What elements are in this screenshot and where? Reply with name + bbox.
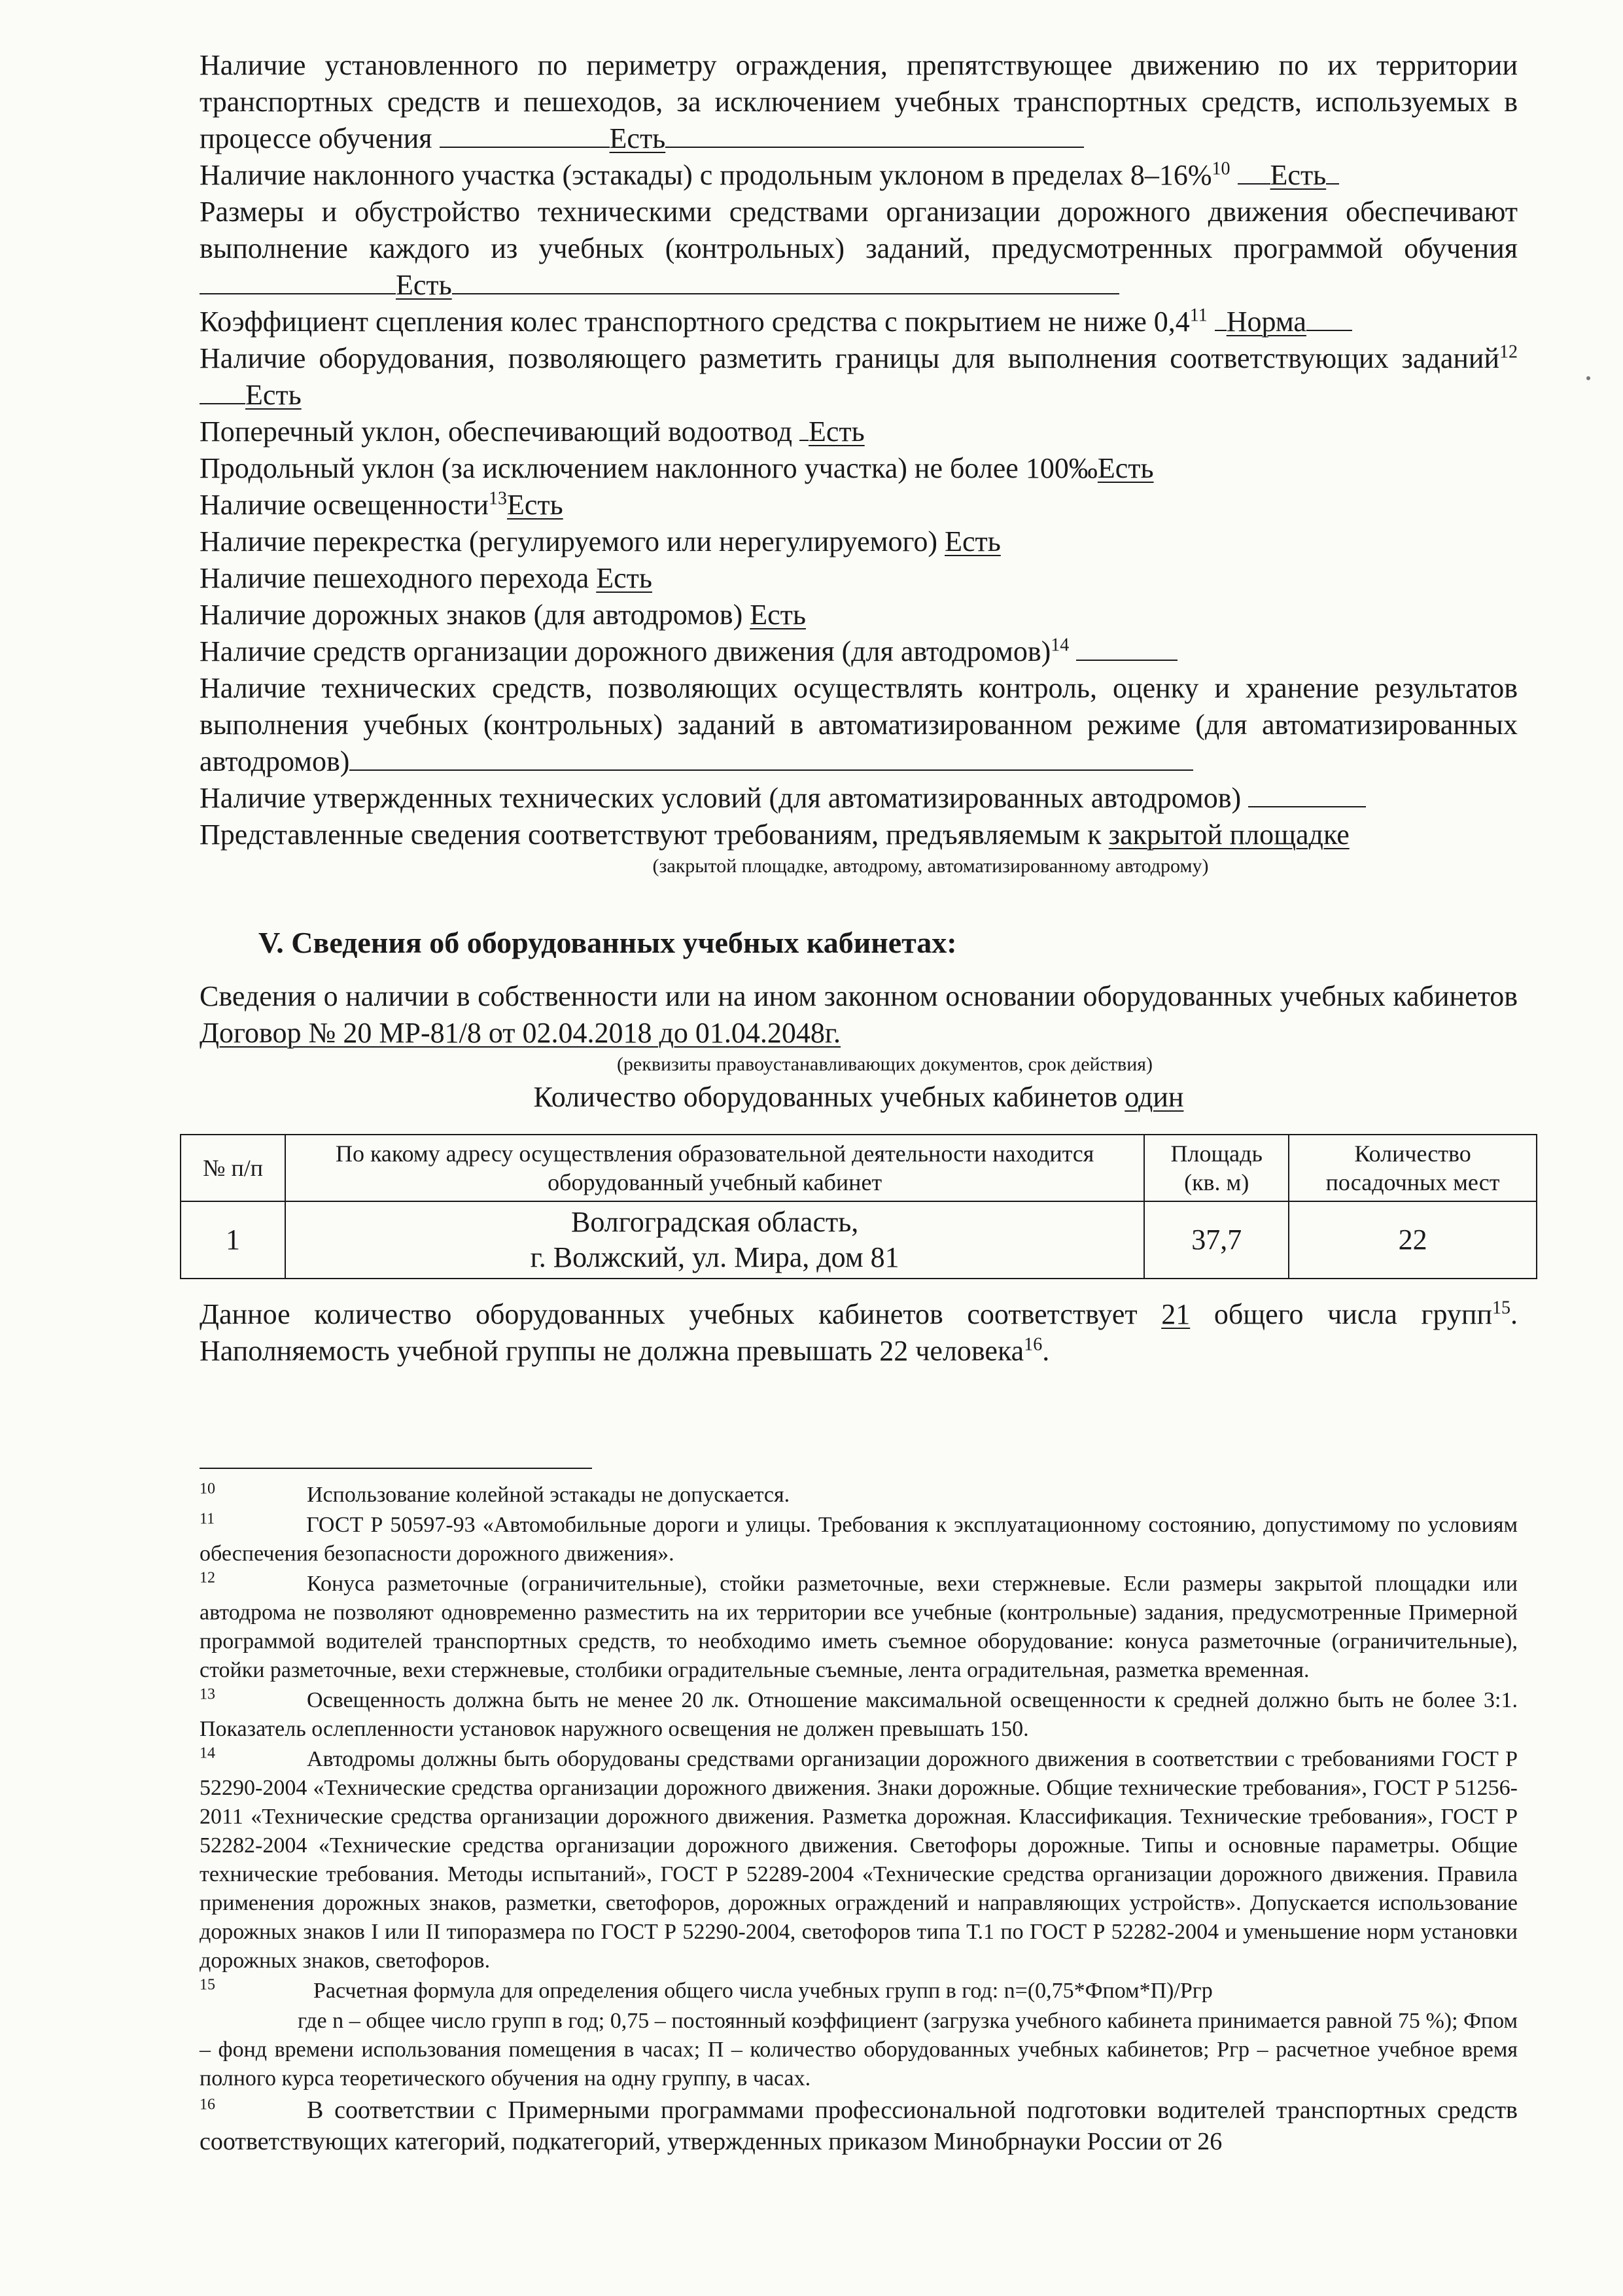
sizes-label: Размеры и обустройство техническими средствами организации дорожного движения обеспечивают выполнение каждого из учебных (контрольных) заданий, предусмотренных программой обучения (200, 196, 1518, 264)
footnote-ref: 15 (1492, 1298, 1511, 1318)
slope-label: Наличие наклонного участка (эстакады) с продольным уклоном в пределах 8–16% (200, 159, 1212, 191)
contract-hint: (реквизиты правоустанавливающих документов, срок действия) (616, 1053, 1153, 1075)
classrooms-intro (200, 978, 1518, 1051)
blank (452, 268, 1119, 294)
footnotes (200, 1481, 1518, 2157)
footnote-text: где n – общее число групп в год; 0,75 – постоянный коэффициент (загрузка учебного кабинета принимается равной 75 %); Фпом – фонд времени использования помещения в часах; П – количество оборудованных учебных кабинетов; Pгр – расчетное учебное время полного курса теоретического обучения на одну группу, в часах. (200, 2009, 1518, 2091)
intro-text: Сведения о наличии в собственности или на ином законном основании оборудованных учебных кабинетов (200, 980, 1518, 1012)
tech-means-line (200, 670, 1518, 780)
slope-value: Есть (1270, 159, 1327, 191)
footnote-number: 11 (200, 1510, 215, 1528)
contract-value: Договор № 20 МР-81/8 от 02.04.2018 до 01.04.2048г. (200, 1017, 841, 1049)
footnote-number: 15 (200, 1976, 215, 1994)
light-label: Наличие освещенности (200, 489, 489, 521)
blank (1215, 305, 1227, 331)
document-page (200, 47, 1518, 2159)
fill-text: . Наполняемость учебной группы не должна превышать 22 человека (200, 1298, 1518, 1367)
coef-label: Коэффициент сцепления колес транспортного средства с покрытием не ниже 0,4 (200, 306, 1190, 338)
blank (200, 378, 245, 404)
long-slope-label: Продольный уклон (за исключением наклонного участка) не более 100‰ (200, 452, 1098, 484)
header-num: № п/п (181, 1135, 285, 1201)
cell-area: 37,7 (1144, 1201, 1289, 1279)
blank (799, 415, 809, 441)
footnote-text: ГОСТ Р 50597-93 «Автомобильные дороги и улицы. Требования к эксплуатационному состоянию, допустимому по условиям обеспечения безопасности дорожного движения». (200, 1513, 1518, 1566)
groups-value: 21 (1161, 1298, 1191, 1330)
tech-means-label: Наличие технических средств, позволяющих осуществлять контроль, оценку и хранение результатов выполнения учебных (контрольных) заданий в автоматизированном режиме (для автоматизированных автодромов) (200, 672, 1518, 777)
traffic-means-label: Наличие средств организации дорожного движения (для автодромов) (200, 635, 1051, 667)
footnote-15 (200, 1977, 1518, 2005)
crosswalk-line (200, 560, 1518, 597)
classrooms-section (200, 978, 1518, 1369)
classrooms-table (180, 1134, 1537, 1279)
blank (1326, 158, 1339, 185)
footnote-16 (200, 2094, 1518, 2157)
signs-line (200, 597, 1518, 633)
footnote-ref: 10 (1212, 158, 1230, 179)
footnote-12 (200, 1570, 1518, 1685)
groups-line: Данное количество оборудованных учебных кабинетов соответствует 21 общего числа групп$^{15}$. Наполняемость учебной группы не должна превышать 22 человека$^{16}$. (200, 1298, 1518, 1367)
cell-address (285, 1201, 1144, 1279)
footnote-number: 12 (200, 1569, 215, 1587)
conform-value: закрытой площадке (1108, 819, 1350, 851)
blank (1248, 781, 1366, 807)
light-line (200, 487, 1518, 523)
fence-value: Есть (609, 122, 666, 154)
groups-after: общего числа групп (1213, 1298, 1493, 1330)
address-line-1: Волгоградская область, (571, 1206, 859, 1238)
cross-slope-label: Поперечный уклон, обеспечивающий водоотвод (200, 415, 792, 448)
cell-seats: 22 (1289, 1201, 1537, 1279)
tech-cond-label: Наличие утвержденных технических условий (для автоматизированных автодромов) (200, 782, 1242, 814)
footnote-text: Расчетная формула для определения общего числа учебных групп в год: n=(0,75*Фпом*П)/Ргр (313, 1979, 1213, 2003)
equip-label: Наличие оборудования, позволяющего разметить границы для выполнения соответствующих заданий (200, 342, 1499, 374)
conform-line (200, 817, 1518, 853)
footnote-text: Освещенность должна быть не менее 20 лк. Отношение максимальной освещенности к средней должно быть не более 3:1. Показатель ослепленности установок наружного освещения не должен превышать 150. (200, 1688, 1518, 1741)
traffic-means-line (200, 633, 1518, 670)
signs-label: Наличие дорожных знаков (для автодромов) (200, 599, 743, 631)
footnote-number: 10 (200, 1480, 215, 1498)
conform-label: Представленные сведения соответствуют требованиям, предъявляемым к (200, 819, 1102, 851)
footnote-ref: 11 (1189, 305, 1208, 326)
intersection-value: Есть (945, 525, 1001, 557)
blank (349, 745, 1193, 771)
footnote-number: 16 (200, 2096, 215, 2113)
intersection-line (200, 523, 1518, 560)
groups-before: Данное количество оборудованных учебных кабинетов соответствует (200, 1298, 1138, 1330)
count-label: Количество оборудованных учебных кабинетов (533, 1081, 1118, 1113)
closed-area-requirements (200, 47, 1518, 879)
table-header-row (181, 1135, 1537, 1201)
footnote-number: 13 (200, 1686, 215, 1703)
footnote-text: В соответствии с Примерными программами профессиональной подготовки водителей транспортных средств соответствующих категорий, подкатегорий, утвержденных приказом Минобрнауки России от 26 (200, 2096, 1518, 2155)
blank (200, 268, 396, 294)
fence-label: Наличие установленного по периметру ограждения, препятствующее движению по их территории транспортных средств и пешеходов, за исключением учебных транспортных средств, используемых в процессе обучения (200, 49, 1518, 154)
crosswalk-value: Есть (596, 562, 652, 594)
blank (1076, 635, 1178, 661)
blank (665, 122, 1084, 148)
cross-slope-value: Есть (808, 415, 865, 448)
footnote-separator (200, 1468, 592, 1469)
footnote-10 (200, 1481, 1518, 1510)
equip-value: Есть (245, 379, 302, 411)
footnote-15-continued (200, 2007, 1518, 2093)
footnote-14 (200, 1745, 1518, 1975)
fence-line (200, 47, 1518, 157)
tech-cond-line (200, 780, 1518, 817)
intersection-label: Наличие перекрестка (регулируемого или нерегулируемого) (200, 525, 938, 557)
footnote-text: Конуса разметочные (ограничительные), стойки разметочные, вехи стержневые. Если размеры закрытой площадки или автодрома не позволяют одновременно разместить на их территории все учебные (контрольные) задания, предусмотренные Примерной программой водителей транспортных средств, то необходимо иметь съемное оборудование: конуса разметочные (ограничительные), стойки разметочные, вехи стержневые, столбики оградительные съемные, лента оградительная, разметка временная. (200, 1572, 1518, 1682)
signs-value: Есть (750, 599, 806, 631)
sizes-value: Есть (396, 269, 452, 301)
footnote-11 (200, 1511, 1518, 1568)
blank (1238, 158, 1270, 185)
conform-hint: (закрытой площадке, автодрому, автоматизированному автодрому) (652, 855, 1209, 877)
slope-line (200, 157, 1518, 194)
scan-artifact (1586, 376, 1590, 380)
footnote-text: Использование колейной эстакады не допускается. (307, 1483, 790, 1507)
blank (440, 122, 610, 148)
count-line (200, 1079, 1518, 1116)
long-slope-line (200, 450, 1518, 487)
light-value: Есть (506, 489, 563, 521)
header-address: По какому адресу осуществления образовательной деятельности находится оборудованный учебный кабинет (285, 1135, 1144, 1201)
footnote-13 (200, 1686, 1518, 1744)
cross-slope-line (200, 414, 1518, 450)
footnote-ref: 13 (488, 488, 507, 509)
blank (1306, 305, 1352, 331)
footnote-ref: 14 (1051, 635, 1070, 656)
sizes-line (200, 194, 1518, 304)
footnote-text: Автодромы должны быть оборудованы средствами организации дорожного движения в соответствии с требованиями ГОСТ Р 52290-2004 «Технические средства организации дорожного движения. Знаки дорожные. Общие технические требования», ГОСТ Р 51256-2011 «Технические средства организации дорожного движения. Разметка дорожная. Классификация. Технические требования», ГОСТ Р 52282-2004 «Технические средства организации дорожного движения. Светофоры дорожные. Типы и основные параметры. Общие технические требования. Методы испытаний», ГОСТ Р 52289-2004 «Технические средства организации дорожного движения. Правила применения дорожных знаков, разметки, светофоров, дорожных ограждений и направляющих устройств». Допускается использование дорожных знаков I или II типоразмера по ГОСТ Р 52290-2004, светофоров типа Т.1 по ГОСТ Р 52282-2004 и уменьшение норм установки дорожных знаков, светофоров. (200, 1747, 1518, 1973)
section-title: V. Сведения об оборудованных учебных кабинетах: (258, 926, 957, 959)
table-row (181, 1201, 1537, 1279)
equip-line (200, 340, 1518, 414)
coef-value: Норма (1226, 306, 1306, 338)
header-area: Площадь (кв. м) (1144, 1135, 1289, 1201)
coef-line (200, 304, 1518, 340)
long-slope-value: Есть (1097, 452, 1154, 484)
count-value: один (1125, 1081, 1184, 1113)
cell-num: 1 (181, 1201, 285, 1279)
address-line-2: г. Волжский, ул. Мира, дом 81 (530, 1241, 899, 1273)
footnote-ref: 12 (1499, 342, 1518, 362)
crosswalk-label: Наличие пешеходного перехода (200, 562, 589, 594)
footnote-ref: 16 (1024, 1334, 1043, 1355)
header-seats: Количество посадочных мест (1289, 1135, 1537, 1201)
footnote-number: 14 (200, 1744, 215, 1762)
